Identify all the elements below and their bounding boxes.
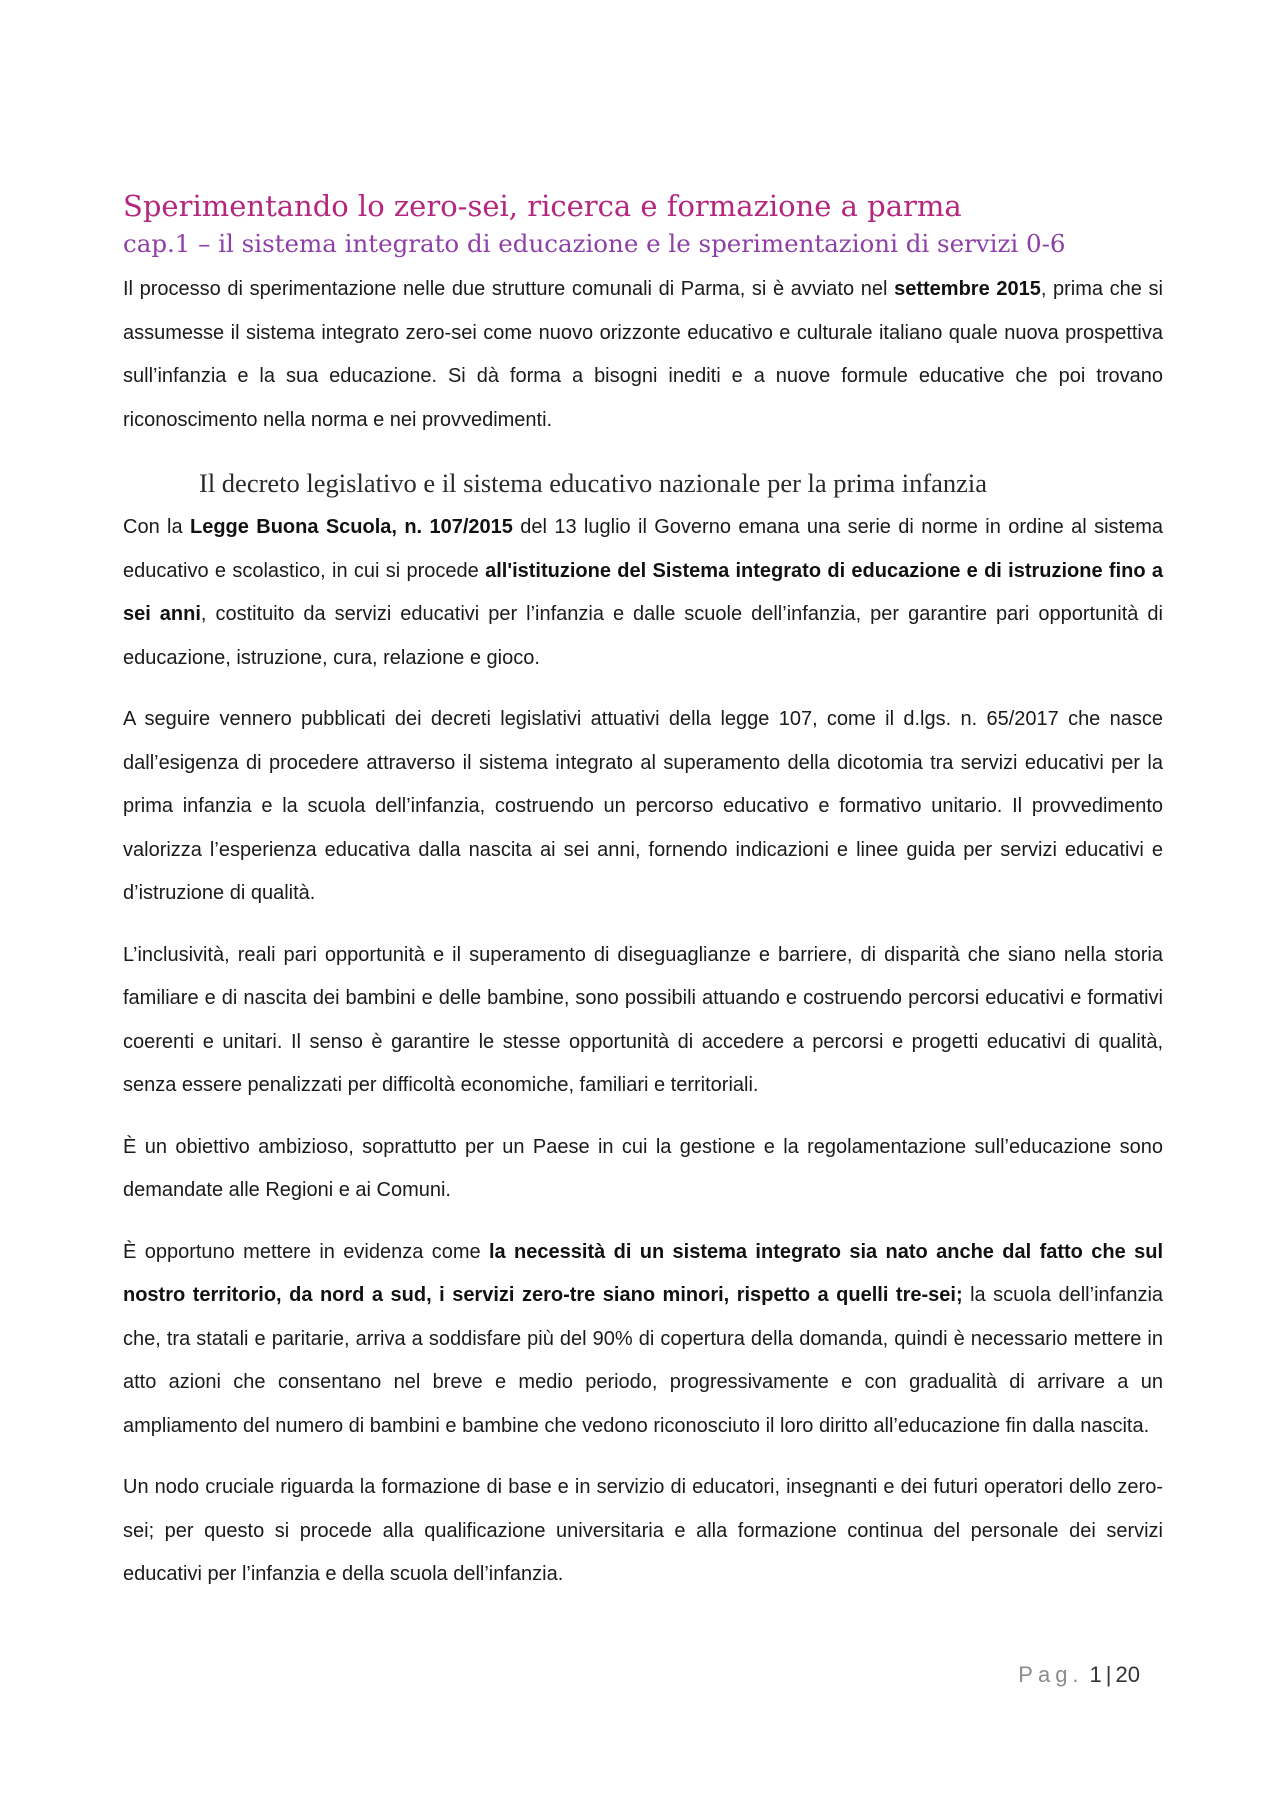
paragraph-obiettivo: È un obiettivo ambizioso, soprattutto per un Paese in cui la gestione e la regolamentazione sull’educazione sono demandate alle Regioni e ai Comuni. — [123, 1135, 1163, 1201]
bold-text: all'istituzione del Sistema integrato di educazione e di istruzione fino a sei anni — [123, 559, 1163, 625]
paragraph-sistema-integrato — [123, 1231, 1163, 1449]
page-label: Pag. — [1018, 1662, 1084, 1687]
paragraph-formazione: Un nodo cruciale riguarda la formazione di base e in servizio di educatori, insegnanti e dei futuri operatori dello zero-sei; per questo si procede alla qualificazione universitaria e alla formazione continua del personale dei servizi educativi per l’infanzia e della scuola dell’infanzia. — [123, 1476, 1163, 1585]
page-total: 20 — [1115, 1662, 1140, 1687]
paragraph-decreti-attuativi: A seguire vennero pubblicati dei decreti legislativi attuativi della legge 107, come il d.lgs. n. 65/2017 che nasce dall’esigenza di procedere attraverso il sistema integrato al superamento della dicotomia tra servizi educativi per la prima infanzia e la scuola dell’infanzia, costruendo un percorso educativo e formativo unitario. Il provvedimento valorizza l’esperienza educativa dalla nascita ai sei anni, fornendo indicazioni e linee guida per servizi educativi e d’istruzione di qualità. — [123, 708, 1163, 904]
paragraph-text: del 13 luglio il Governo emana una serie di norme in ordine al sistema educativo e scolastico, in cui si procede — [123, 516, 1164, 582]
chapter-title: cap.1 – il sistema integrato di educazione e le sperimentazioni di servizi 0-6 — [123, 229, 1066, 258]
paragraph-text: Il processo di sperimentazione nelle due strutture comunali di Parma, si è avviato nel — [123, 278, 895, 300]
document-body — [123, 186, 1163, 1615]
bold-text: la necessità di un sistema integrato sia nato anche dal fatto che sul nostro territorio, da nord a sud, i servizi zero-tre siano minori, rispetto a quelli tre-sei; — [123, 1240, 1163, 1306]
document-title: Sperimentando lo zero-sei, ricerca e formazione a parma — [123, 189, 962, 223]
paragraph-legge-buona-scuola — [123, 506, 1163, 680]
section-heading: Il decreto legislativo e il sistema educativo nazionale per la prima infanzia — [199, 468, 988, 498]
paragraph-inclusivita: L’inclusività, reali pari opportunità e il superamento di diseguaglianze e barriere, di disparità che siano nella storia familiare e di nascita dei bambini e delle bambine, sono possibili attuando e costruendo percorsi educativi e formativi coerenti e unitari. Il senso è garantire le stesse opportunità di accedere a percorsi e progetti educativi di qualità, senza essere penalizzati per difficoltà economiche, familiari e territoriali. — [123, 943, 1163, 1096]
page-footer — [1018, 1662, 1140, 1688]
paragraph-intro — [123, 268, 1163, 442]
paragraph-text: , costituito da servizi educativi per l’infanzia e dalle scuole dell’infanzia, per garantire pari opportunità di educazione, istruzione, cura, relazione e gioco. — [123, 603, 1163, 669]
page-number: 1 — [1089, 1662, 1102, 1687]
paragraph-text: la scuola dell’infanzia che, tra statali e paritarie, arriva a soddisfare più del 90% di copertura della domanda, quindi è necessario mettere in atto azioni che consentano nel breve e medio periodo, progressivamente e con gradualità di arrivare a un ampliamento del numero di bambini e bambine che vedono riconosciuto il loro diritto all’educazione fin dalla nascita. — [123, 1284, 1164, 1437]
paragraph-text: Con la — [123, 516, 190, 538]
paragraph-text: È opportuno mettere in evidenza come — [123, 1240, 489, 1263]
paragraph-text: , prima che si assumesse il sistema integrato zero-sei come nuovo orizzonte educativo e culturale italiano quale nuova prospettiva sull’infanzia e la sua educazione. Si dà forma a bisogni inediti e a nuove formule educative che poi trovano riconoscimento nella norma e nei provvedimenti. — [123, 278, 1163, 431]
bold-text: Legge Buona Scuola, n. 107/2015 — [190, 516, 513, 538]
page-separator: | — [1105, 1662, 1112, 1687]
bold-text: settembre 2015 — [894, 278, 1041, 300]
